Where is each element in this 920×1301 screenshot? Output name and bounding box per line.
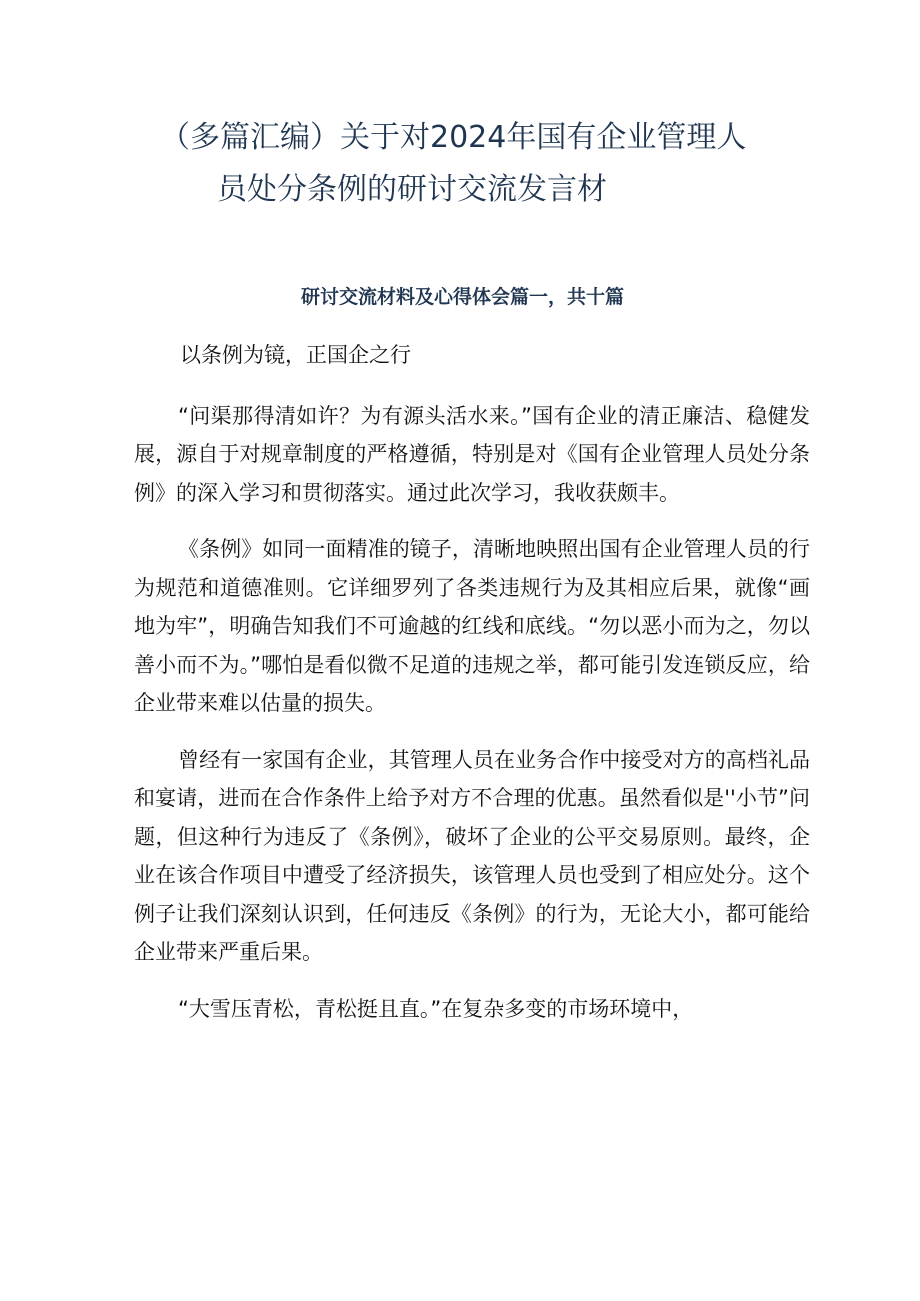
paragraph: 《条例》如同一面精准的镜子，清晰地映照出国有企业管理人员的行为规范和道德准则。它详细罗列了各类违规行为及其相应后果，就像“画地为牢”，明确告知我们不可逾越的红线和底线。“勿以恶小而为之，勿以善小而不为。”哪怕是看似微不足道的违规之举，都可能引发连锁反应，给企业带来难以估量的损失。 bbox=[134, 537, 810, 715]
document-body bbox=[134, 336, 810, 1046]
paragraph: 曾经有一家国有企业，其管理人员在业务合作中接受对方的高档礼品和宴请，进而在合作条件上给予对方不合理的优惠。虽然看似是''小节”问题，但这种行为违反了《条例》，破坏了企业的公平交易原则。最终，企业在该合作项目中遭受了经济损失，该管理人员也受到了相应处分。这个例子让我们深刻认识到，任何违反《条例》的行为，无论大小，都可能给企业带来严重后果。 bbox=[134, 747, 810, 964]
paragraph: “问渠那得清如许？为有源头活水来。”国有企业的清正廉洁、稳健发展，源自于对规章制度的严格遵循，特别是对《国有企业管理人员处分条例》的深入学习和贯彻落实。通过此次学习，我收获颇丰。 bbox=[134, 403, 810, 505]
section-heading: 研讨交流材料及心得体会篇一，共十篇 bbox=[300, 286, 624, 308]
paragraph-subtitle: 以条例为镜，正国企之行 bbox=[180, 343, 411, 367]
title-line-2: 员处分条例的研讨交流发言材 bbox=[217, 172, 607, 207]
document-title bbox=[160, 112, 800, 216]
title-line-1: （多篇汇编）关于对2024年国有企业管理人 bbox=[160, 120, 747, 155]
paragraph: “大雪压青松，青松挺且直。”在复杂多变的市场环境中， bbox=[178, 996, 694, 1021]
